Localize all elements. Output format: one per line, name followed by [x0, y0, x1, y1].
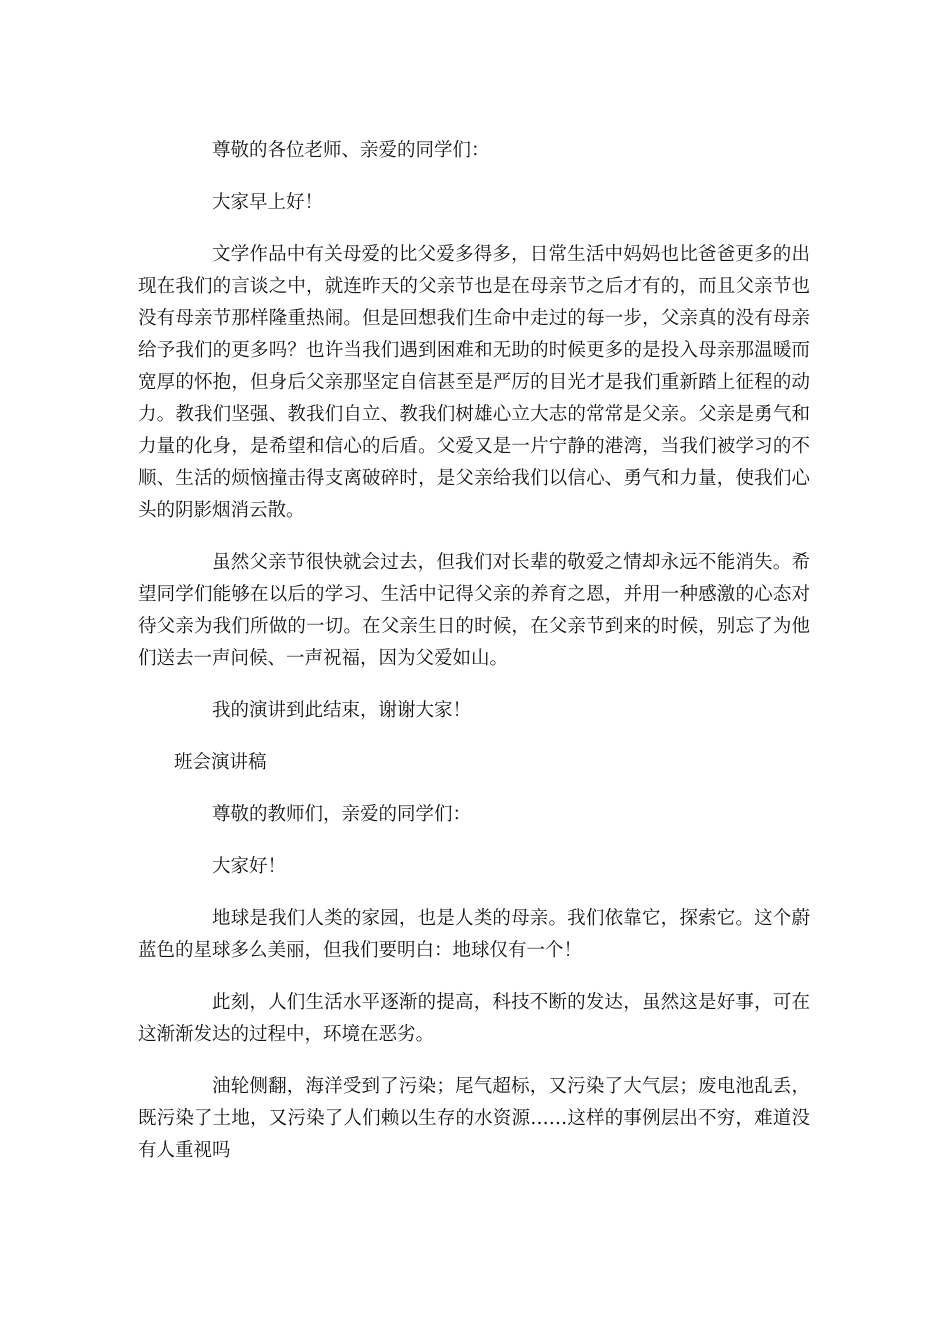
greeting-paragraph: 尊敬的教师们，亲爱的同学们：: [212, 804, 472, 825]
section-title: 班会演讲稿: [174, 752, 267, 773]
body-paragraph: 文学作品中有关母爱的比父爱多得多，日常生活中妈妈也比爸爸更多的出现在我们的言谈之中，就连昨天的父亲节也是在母亲节之后才有的，而且父亲节也没有母亲节那样隆重热闹。但是回想我们生命中走过的每一步，父亲真的没有母亲给予我们的更多吗？也许当我们遇到困难和无助的时候更多的是投入母亲那温暖而宽厚的怀抱，但身后父亲那坚定自信甚至是严厉的目光才是我们重新踏上征程的动力。教我们坚强、教我们自立、教我们树雄心立大志的常常是父亲。父亲是勇气和力量的化身，是希望和信心的后盾。父爱又是一片宁静的港湾，当我们被学习的不顺、生活的烦恼撞击得支离破碎时，是父亲给我们以信心、勇气和力量，使我们心头的阴影烟消云散。: [138, 244, 810, 521]
salutation-paragraph: 大家好！: [212, 856, 287, 877]
body-paragraph: 虽然父亲节很快就会过去，但我们对长辈的敬爱之情却永远不能消失。希望同学们能够在以后的学习、生活中记得父亲的养育之恩，并用一种感激的心态对待父亲为我们所做的一切。在父亲生日的时候，在父亲节到来的时候，别忘了为他们送去一声问候、一声祝福，因为父爱如山。: [138, 552, 810, 669]
salutation-paragraph: 大家早上好！: [212, 192, 324, 213]
body-paragraph: 油轮侧翻，海洋受到了污染；尾气超标，又污染了大气层；废电池乱丢，既污染了土地，又污染了人们赖以生存的水资源……这样的事例层出不穷，难道没有人重视吗: [138, 1076, 810, 1161]
document-body: [138, 135, 810, 1187]
closing-paragraph: 我的演讲到此结束，谢谢大家！: [212, 700, 472, 721]
body-paragraph: 此刻，人们生活水平逐渐的提高，科技不断的发达，虽然这是好事，可在这渐渐发达的过程中，环境在恶劣。: [138, 992, 810, 1045]
greeting-paragraph: 尊敬的各位老师、亲爱的同学们：: [212, 140, 490, 161]
body-paragraph: 地球是我们人类的家园，也是人类的母亲。我们依靠它，探索它。这个蔚蓝色的星球多么美丽，但我们要明白：地球仅有一个！: [138, 908, 810, 961]
